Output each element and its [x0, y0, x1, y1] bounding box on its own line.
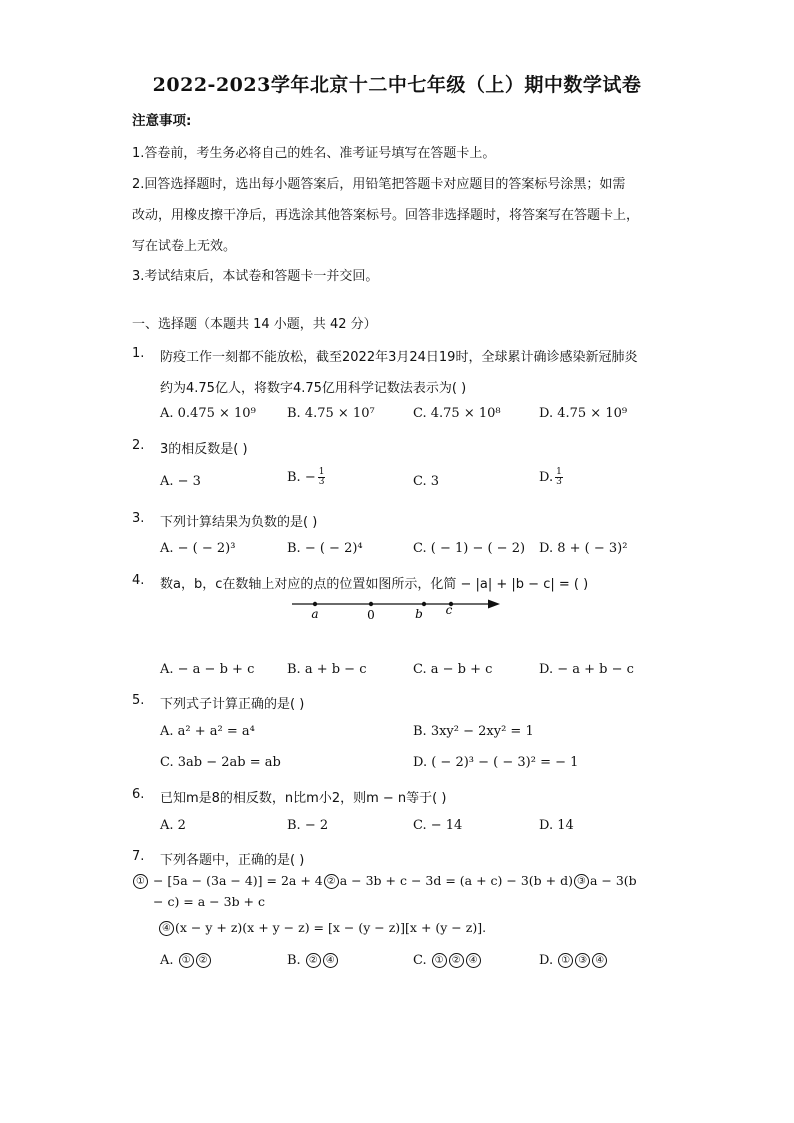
circled-2: ②: [449, 953, 464, 968]
note-1: 1.答卷前，考生务必将自己的姓名、准考证号填写在答题卡上。: [132, 146, 496, 161]
label-origin: 0: [367, 608, 375, 622]
circled-1: ①: [558, 953, 573, 968]
point-a: [313, 602, 317, 606]
circled-1: ①: [179, 953, 194, 968]
circled-4: ④: [323, 953, 338, 968]
number-line-figure: [285, 592, 510, 626]
q2-option-d: [539, 468, 563, 487]
q3-option-b: B. − ( − 2)⁴: [287, 541, 363, 556]
q1-option-d: D. 4.75 × 10⁹: [539, 406, 628, 421]
circled-2: ②: [324, 874, 339, 889]
label-c: c: [445, 603, 453, 617]
q2-stem: 3的相反数是( ): [160, 442, 248, 457]
q1-stem-line2: 约为4.75亿人，将数字4.75亿用科学记数法表示为( ): [160, 381, 467, 396]
q3-option-a: A. − ( − 2)³: [160, 541, 236, 556]
q5-option-b: B. 3xy² − 2xy² = 1: [413, 724, 534, 739]
q2-number: 2.: [132, 438, 145, 453]
q7-option-c-label: C.: [413, 953, 427, 968]
q7-statement-3: a − 3(b: [589, 873, 637, 888]
number-line-arrow: [488, 600, 500, 609]
q5-option-d: D. ( − 2)³ − ( − 3)² = − 1: [413, 755, 579, 770]
q6-option-b: B. − 2: [287, 818, 329, 833]
circled-2: ②: [306, 953, 321, 968]
q5-option-a: A. a² + a² = a⁴: [160, 724, 255, 739]
q3-option-c: C. ( − 1) − ( − 2): [413, 541, 526, 556]
q7-option-a-label: A.: [160, 953, 174, 968]
q6-option-d: D. 14: [539, 818, 574, 833]
q7-statements-line1: [132, 873, 637, 889]
q7-option-c: [413, 953, 482, 968]
note-3: 3.考试结束后，本试卷和答题卡一并交回。: [132, 269, 379, 284]
q1-stem-line1: 防疫工作一刻都不能放松，截至2022年3月24日19时，全球累计确诊感染新冠肺炎: [160, 350, 638, 365]
q7-option-b: [287, 953, 339, 968]
q4-option-d: D. − a + b − c: [539, 662, 634, 677]
q6-number: 6.: [132, 787, 145, 802]
circled-3: ③: [575, 953, 590, 968]
note-2c: 写在试卷上无效。: [132, 239, 237, 254]
point-b: [422, 602, 426, 606]
q7-statement-1: − [5a − (3a − 4)] = 2a + 4: [149, 873, 323, 888]
notes-heading: 注意事项:: [132, 113, 192, 129]
circled-3: ③: [574, 874, 589, 889]
circled-4: ④: [466, 953, 481, 968]
q2-option-b-label: B. −: [287, 470, 316, 485]
circled-4: ④: [159, 921, 174, 936]
q1-option-c: C. 4.75 × 10⁸: [413, 406, 501, 421]
q4-option-a: A. − a − b + c: [160, 662, 255, 677]
q6-option-a: A. 2: [160, 818, 186, 833]
q7-statement-4: (x − y + z)(x + y − z) = [x − (y − z)][x + (y − z)].: [175, 920, 487, 935]
circled-1: ①: [133, 874, 148, 889]
q4-option-b: B. a + b − c: [287, 662, 367, 677]
q7-option-d: [539, 953, 608, 968]
page-title: 2022-2023学年北京十二中七年级（上）期中数学试卷: [152, 74, 642, 96]
note-2a: 2.回答选择题时，选出每小题答案后，用铅笔把答题卡对应题目的答案标号涂黑；如需: [132, 177, 626, 192]
q4-number: 4.: [132, 573, 145, 588]
q5-option-c: C. 3ab − 2ab = ab: [160, 755, 281, 770]
q4-option-c: C. a − b + c: [413, 662, 493, 677]
q4-stem: 数a，b，c在数轴上对应的点的位置如图所示，化简 − |a| + |b − c| = ( ): [160, 577, 589, 592]
circled-1: ①: [432, 953, 447, 968]
q1-number: 1.: [132, 346, 145, 361]
q3-stem: 下列计算结果为负数的是( ): [160, 515, 318, 530]
circled-2: ②: [196, 953, 211, 968]
q2-option-a: A. − 3: [160, 474, 201, 489]
q2-option-b: [287, 468, 325, 487]
q7-statement-2: a − 3b + c − 3d = (a + c) − 3(b + d): [339, 873, 573, 888]
q7-number: 7.: [132, 849, 145, 864]
q7-option-d-label: D.: [539, 953, 554, 968]
point-origin: [369, 602, 373, 606]
q2-option-d-fraction: $\frac{1}{3}$: [556, 467, 562, 487]
q1-option-a: A. 0.475 × 10⁹: [160, 406, 256, 421]
q6-stem: 已知m是8的相反数，n比m小2，则m − n等于( ): [160, 791, 447, 806]
q2-option-b-fraction: $\frac{1}{3}$: [318, 467, 325, 487]
q2-option-c: C. 3: [413, 474, 440, 489]
q3-option-d: D. 8 + ( − 3)²: [539, 541, 628, 556]
section-heading: 一、选择题（本题共 14 小题，共 42 分）: [132, 317, 377, 332]
q6-option-c: C. − 14: [413, 818, 463, 833]
q2-option-d-label: D.: [539, 470, 554, 485]
q7-option-b-label: B.: [287, 953, 301, 968]
note-2b: 改动，用橡皮擦干净后，再选涂其他答案标号。回答非选择题时，将答案写在答题卡上，: [132, 208, 640, 223]
label-a: a: [311, 607, 319, 621]
q3-number: 3.: [132, 511, 145, 526]
q7-stem: 下列各题中，正确的是( ): [160, 853, 305, 868]
q5-number: 5.: [132, 693, 145, 708]
q7-statement-3-cont: − c) = a − 3b + c: [153, 894, 265, 909]
q7-statements-line3: [158, 920, 486, 936]
q1-option-b: B. 4.75 × 10⁷: [287, 406, 375, 421]
label-b: b: [415, 607, 423, 621]
circled-4: ④: [592, 953, 607, 968]
q5-stem: 下列式子计算正确的是( ): [160, 697, 305, 712]
q7-option-a: [160, 953, 212, 968]
